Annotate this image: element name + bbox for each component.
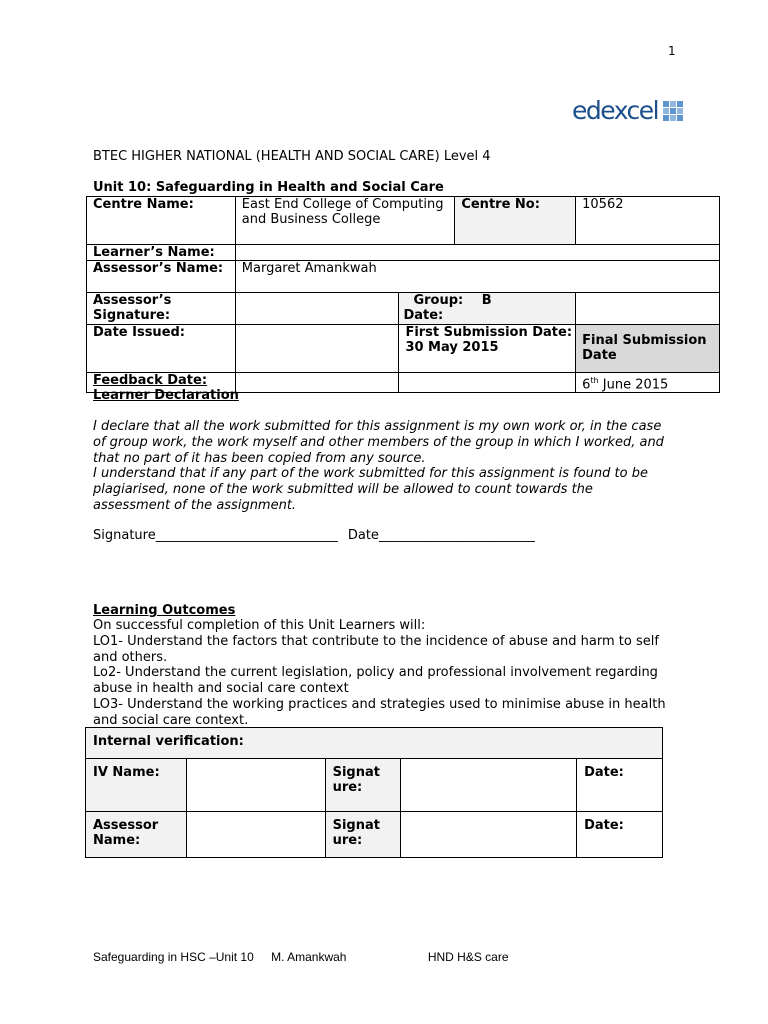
date-issued-value [235, 325, 399, 373]
first-submission-value: 30 May 2015 [405, 340, 499, 355]
final-date-suffix: th [590, 376, 599, 385]
signature-field[interactable]: Signature____________________________ [93, 528, 338, 543]
group-date-label: Date: [403, 308, 444, 323]
lo3-item: LO3- Understand the working practices and strategies used to minimise abuse in health and social care context. [93, 696, 666, 728]
declaration-text [93, 419, 673, 514]
signature-label-part1: Signat [332, 765, 380, 780]
declaration-heading: Learner Declaration [93, 388, 239, 403]
date-field[interactable]: Date________________________ [347, 528, 535, 543]
signature-line [93, 528, 535, 543]
logo-text: edexcel [572, 96, 659, 125]
final-date-day: 6 [582, 377, 591, 393]
learning-outcomes-intro: On successful completion of this Unit Learners will: [93, 618, 426, 633]
iv-signature-value [400, 759, 577, 812]
assignment-info-table [86, 196, 720, 393]
centre-name-label: Centre Name: [87, 197, 236, 245]
assessor-signature-label: Assessor’s Signature: [87, 293, 236, 325]
page-footer [93, 950, 509, 964]
iv-signature-label [325, 759, 400, 812]
learning-outcomes-list [93, 618, 683, 729]
verification-title: Internal verification: [86, 728, 663, 759]
assessor-name-label: Assessor’s Name: [87, 261, 236, 293]
assessor-name-label-2: Assessor Name: [86, 812, 187, 858]
declaration-para-1: I declare that all the work submitted for this assignment is my own work or, in the case of group work, the work myself and other members of the group in which I worked, and that no part of it has been copied from any source. [93, 419, 664, 466]
footer-left: Safeguarding in HSC –Unit 10 [93, 950, 254, 964]
assessor-signature-value [235, 293, 399, 325]
first-submission-cell [399, 325, 576, 373]
first-submission-label: First Submission Date: [405, 325, 573, 340]
assessor-name-value-2 [186, 812, 325, 858]
final-submission-date [576, 373, 720, 393]
centre-no-label: Centre No: [455, 197, 576, 245]
declaration-para-2: I understand that if any part of the work submitted for this assignment is found to be plagiarised, none of the work submitted will be allowed to count towards the assessment of the assignment. [93, 466, 648, 513]
group-label: Group: [413, 293, 464, 308]
footer-right: HND H&S care [427, 950, 509, 964]
centre-name-value: East End College of Computing and Business College [235, 197, 455, 245]
learning-outcomes-heading: Learning Outcomes [93, 603, 236, 618]
signature-label-part2: ure: [332, 780, 363, 795]
assessor-signature-label-2 [325, 812, 400, 858]
final-submission-label: Final Submission Date [576, 325, 720, 373]
lo2-item: Lo2- Understand the current legislation, policy and professional involvement regarding abuse in health and social care context [93, 665, 658, 697]
page-number: 1 [668, 44, 676, 58]
assessor-date-label: Date: [577, 812, 663, 858]
final-date-rest: June 2015 [598, 377, 669, 393]
feedback-date-label: Feedback Date: [87, 373, 236, 393]
document-heading: BTEC HIGHER NATIONAL (HEALTH AND SOCIAL CARE) Level 4 [93, 149, 491, 164]
signature-label-part2: ure: [332, 833, 363, 848]
edexcel-dot-grid-icon [663, 101, 683, 121]
centre-no-value: 10562 [576, 197, 720, 245]
lo1-item: LO1- Understand the factors that contribute to the incidence of abuse and harm to self and others. [93, 633, 659, 665]
group-date-value [576, 293, 720, 325]
feedback-extra-cell [399, 373, 576, 393]
footer-middle: M. Amankwah [271, 950, 347, 964]
iv-name-label: IV Name: [86, 759, 187, 812]
iv-date-label: Date: [577, 759, 663, 812]
unit-title: Unit 10: Safeguarding in Health and Social Care [93, 180, 444, 195]
feedback-date-value [235, 373, 399, 393]
internal-verification-table [85, 727, 663, 858]
iv-name-value [186, 759, 325, 812]
group-value: B [481, 293, 492, 308]
learner-name-label: Learner’s Name: [87, 245, 236, 261]
date-issued-label: Date Issued: [87, 325, 236, 373]
edexcel-logo [572, 96, 683, 125]
assessor-signature-value-2 [400, 812, 577, 858]
learner-name-value [235, 245, 719, 261]
group-cell [399, 293, 576, 325]
assessor-name-value: Margaret Amankwah [235, 261, 719, 293]
signature-label-part1: Signat [332, 818, 380, 833]
